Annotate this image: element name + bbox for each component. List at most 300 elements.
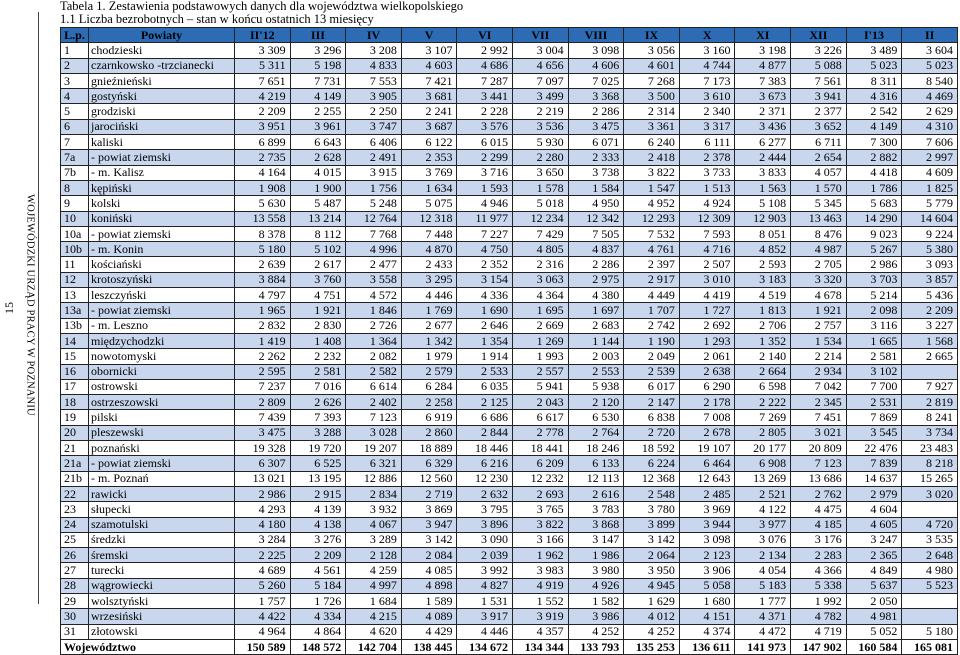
value-cell: 5 630	[235, 196, 291, 211]
value-cell: 6 838	[624, 410, 680, 425]
value-cell: 12 764	[346, 211, 402, 226]
table-row	[61, 441, 958, 456]
value-cell: 3 604	[902, 43, 958, 58]
county-name: wrzesiński	[89, 609, 235, 624]
row-number: 10	[61, 211, 89, 226]
value-cell: 3 941	[791, 89, 847, 104]
value-cell: 5 380	[902, 242, 958, 257]
column-header: XII	[791, 28, 847, 43]
value-cell: 2 581	[290, 364, 346, 379]
value-cell: 3 947	[401, 517, 457, 532]
value-cell: 4 519	[735, 288, 791, 303]
value-cell: 4 449	[624, 288, 680, 303]
value-cell: 1 846	[346, 303, 402, 318]
value-cell: 2 064	[624, 548, 680, 563]
value-cell: 7 593	[679, 226, 735, 241]
value-cell: 2 778	[513, 425, 569, 440]
value-cell: 18 592	[624, 441, 680, 456]
value-cell: 3 500	[624, 89, 680, 104]
table-row	[61, 425, 958, 440]
value-cell: 5 023	[902, 58, 958, 73]
value-cell: 7 268	[624, 73, 680, 88]
value-cell: 4 981	[846, 609, 902, 624]
row-number: 13a	[61, 303, 89, 318]
value-cell: 2 693	[513, 486, 569, 501]
value-cell: 2 677	[401, 318, 457, 333]
value-cell: 12 560	[401, 471, 457, 486]
value-cell: 2 084	[401, 548, 457, 563]
value-cell: 3 160	[679, 43, 735, 58]
table-row	[61, 104, 958, 119]
row-number: 8	[61, 180, 89, 195]
county-name: grodziski	[89, 104, 235, 119]
value-cell: 2 844	[457, 425, 513, 440]
table-row	[61, 517, 958, 532]
table-row	[61, 502, 958, 517]
county-name: śremski	[89, 548, 235, 563]
value-cell: 12 232	[513, 471, 569, 486]
value-cell: 4 864	[290, 624, 346, 639]
column-header: L.p.	[61, 28, 89, 43]
value-cell: 2 542	[846, 104, 902, 119]
county-name: chodzieski	[89, 43, 235, 58]
value-cell: 6 908	[735, 456, 791, 471]
value-cell: 3 917	[457, 609, 513, 624]
value-cell: 3 980	[568, 563, 624, 578]
value-cell: 4 716	[679, 242, 735, 257]
value-cell: 2 692	[679, 318, 735, 333]
value-cell: 7 731	[290, 73, 346, 88]
row-number: 2	[61, 58, 89, 73]
value-cell: 6 598	[735, 379, 791, 394]
table-row	[61, 119, 958, 134]
side-margin	[0, 0, 58, 610]
value-cell: 7 439	[235, 410, 291, 425]
value-cell: 3 884	[235, 272, 291, 287]
value-cell: 3 822	[513, 517, 569, 532]
value-cell: 4 689	[235, 563, 291, 578]
value-cell: 1 986	[568, 548, 624, 563]
value-cell: 1 584	[568, 180, 624, 195]
value-cell: 7 300	[846, 135, 902, 150]
row-number: 10b	[61, 242, 89, 257]
column-header: V	[401, 28, 457, 43]
value-cell: 3 489	[846, 43, 902, 58]
value-cell: 4 946	[457, 196, 513, 211]
value-cell: 6 919	[401, 410, 457, 425]
value-cell: 4 833	[346, 58, 402, 73]
value-cell: 3 673	[735, 89, 791, 104]
row-number: 10a	[61, 226, 89, 241]
value-cell: 8 311	[846, 73, 902, 88]
value-cell: 5 487	[290, 196, 346, 211]
table-row	[61, 257, 958, 272]
value-cell: 4 945	[624, 578, 680, 593]
table-row	[61, 593, 958, 608]
value-cell: 6 111	[679, 135, 735, 150]
table-header	[61, 28, 958, 43]
value-cell: 4 012	[624, 609, 680, 624]
value-cell: 12 342	[568, 211, 624, 226]
value-cell: 5 102	[290, 242, 346, 257]
row-number: 20	[61, 425, 89, 440]
value-cell: 12 113	[568, 471, 624, 486]
value-cell: 3 361	[624, 119, 680, 134]
value-cell: 7 869	[846, 410, 902, 425]
value-cell: 12 309	[679, 211, 735, 226]
value-cell: 7 383	[735, 73, 791, 88]
value-cell: 4 085	[401, 563, 457, 578]
county-name: kaliski	[89, 135, 235, 150]
value-cell: 3 183	[735, 272, 791, 287]
value-cell: 4 782	[791, 609, 847, 624]
value-cell: 4 686	[457, 58, 513, 73]
value-cell: 4 609	[902, 165, 958, 180]
value-cell: 2 646	[457, 318, 513, 333]
table-row	[61, 333, 958, 348]
value-cell: 4 980	[902, 563, 958, 578]
value-cell: 1 777	[735, 593, 791, 608]
value-cell: 19 107	[679, 441, 735, 456]
value-cell: 2 882	[846, 150, 902, 165]
value-cell: 7 123	[346, 410, 402, 425]
value-cell: 4 852	[735, 242, 791, 257]
value-cell: 5 941	[513, 379, 569, 394]
value-cell: 3 716	[457, 165, 513, 180]
value-cell: 1 629	[624, 593, 680, 608]
value-cell: 2 140	[735, 349, 791, 364]
value-cell: 2 805	[735, 425, 791, 440]
value-cell: 4 252	[568, 624, 624, 639]
row-number: 13	[61, 288, 89, 303]
value-cell: 4 919	[513, 578, 569, 593]
value-cell: 1 665	[846, 333, 902, 348]
value-cell: 7 025	[568, 73, 624, 88]
value-cell: 7 448	[401, 226, 457, 241]
value-cell: 2 626	[290, 395, 346, 410]
total-row	[61, 639, 958, 654]
value-cell: 2 617	[290, 257, 346, 272]
table-row	[61, 410, 958, 425]
county-name: kępiński	[89, 180, 235, 195]
value-cell: 2 314	[624, 104, 680, 119]
table-row	[61, 532, 958, 547]
value-cell: 12 903	[735, 211, 791, 226]
value-cell: 2 402	[346, 395, 402, 410]
row-number: 30	[61, 609, 89, 624]
value-cell	[902, 502, 958, 517]
value-cell: 2 742	[624, 318, 680, 333]
value-cell: 3 969	[679, 502, 735, 517]
value-cell: 3 296	[290, 43, 346, 58]
value-cell: 3 098	[568, 43, 624, 58]
row-number: 13b	[61, 318, 89, 333]
value-cell: 8 051	[735, 226, 791, 241]
value-cell: 4 139	[290, 502, 346, 517]
value-cell: 3 102	[846, 364, 902, 379]
value-cell: 7 505	[568, 226, 624, 241]
value-cell: 1 992	[791, 593, 847, 608]
county-name: pleszewski	[89, 425, 235, 440]
value-cell: 2 720	[624, 425, 680, 440]
value-cell: 3 276	[290, 532, 346, 547]
value-cell: 5 075	[401, 196, 457, 211]
value-cell: 5 214	[846, 288, 902, 303]
value-cell: 4 259	[346, 563, 402, 578]
value-cell: 3 899	[624, 517, 680, 532]
total-value: 165 081	[902, 639, 958, 654]
value-cell: 2 616	[568, 486, 624, 501]
value-cell: 3 951	[235, 119, 291, 134]
value-cell: 2 333	[568, 150, 624, 165]
row-number: 9	[61, 196, 89, 211]
value-cell: 4 604	[846, 502, 902, 517]
value-cell: 2 219	[513, 104, 569, 119]
value-cell: 3 107	[401, 43, 457, 58]
value-cell: 19 328	[235, 441, 291, 456]
table-row	[61, 226, 958, 241]
table-row	[61, 379, 958, 394]
value-cell: 2 809	[235, 395, 291, 410]
row-number: 15	[61, 349, 89, 364]
county-name: kolski	[89, 196, 235, 211]
value-cell: 2 352	[457, 257, 513, 272]
value-cell: 2 762	[791, 486, 847, 501]
county-name: turecki	[89, 563, 235, 578]
value-cell: 1 593	[457, 180, 513, 195]
value-cell: 1 921	[791, 303, 847, 318]
value-cell: 2 258	[401, 395, 457, 410]
value-cell: 14 290	[846, 211, 902, 226]
value-cell: 2 678	[679, 425, 735, 440]
value-cell: 2 819	[902, 395, 958, 410]
value-cell: 4 149	[290, 89, 346, 104]
value-cell: 1 726	[290, 593, 346, 608]
value-cell: 3 289	[346, 532, 402, 547]
value-cell: 1 534	[791, 333, 847, 348]
value-cell: 3 652	[791, 119, 847, 134]
value-cell: 2 316	[513, 257, 569, 272]
value-cell: 5 779	[902, 196, 958, 211]
county-name: słupecki	[89, 502, 235, 517]
value-cell: 5 052	[846, 624, 902, 639]
value-cell	[902, 609, 958, 624]
row-number: 7a	[61, 150, 89, 165]
county-name: obornicki	[89, 364, 235, 379]
county-name: międzychodzki	[89, 333, 235, 348]
county-name: średzki	[89, 532, 235, 547]
value-cell: 2 283	[791, 548, 847, 563]
table-row	[61, 43, 958, 58]
value-cell: 2 521	[735, 486, 791, 501]
value-cell: 1 690	[457, 303, 513, 318]
county-name: rawicki	[89, 486, 235, 501]
value-cell: 1 589	[401, 593, 457, 608]
unemployment-table	[60, 27, 958, 655]
value-cell: 7 451	[791, 410, 847, 425]
county-name: - powiat ziemski	[89, 456, 235, 471]
value-cell: 7 429	[513, 226, 569, 241]
value-cell: 6 240	[624, 135, 680, 150]
value-cell: 18 441	[513, 441, 569, 456]
value-cell: 13 195	[290, 471, 346, 486]
value-cell: 1 144	[568, 333, 624, 348]
column-header: III	[290, 28, 346, 43]
county-name: kościański	[89, 257, 235, 272]
value-cell: 1 408	[290, 333, 346, 348]
table-row	[61, 395, 958, 410]
value-cell: 2 444	[735, 150, 791, 165]
value-cell: 3 906	[679, 563, 735, 578]
county-name: złotowski	[89, 624, 235, 639]
value-cell: 5 338	[791, 578, 847, 593]
row-number: 12	[61, 272, 89, 287]
value-cell: 3 288	[290, 425, 346, 440]
total-value: 148 572	[290, 639, 346, 654]
value-cell: 8 378	[235, 226, 291, 241]
value-cell: 2 706	[735, 318, 791, 333]
value-cell: 22 476	[846, 441, 902, 456]
value-cell: 2 286	[568, 104, 624, 119]
value-cell: 2 986	[235, 486, 291, 501]
value-cell: 3 247	[846, 532, 902, 547]
value-cell: 3 932	[346, 502, 402, 517]
total-value: 138 445	[401, 639, 457, 654]
value-cell: 4 751	[290, 288, 346, 303]
value-cell: 7 227	[457, 226, 513, 241]
value-cell: 4 603	[401, 58, 457, 73]
row-number: 29	[61, 593, 89, 608]
value-cell: 4 219	[235, 89, 291, 104]
value-cell: 5 058	[679, 578, 735, 593]
total-value: 136 611	[679, 639, 735, 654]
value-cell: 8 241	[902, 410, 958, 425]
value-cell: 3 986	[568, 609, 624, 624]
value-cell: 4 054	[735, 563, 791, 578]
value-cell: 8 476	[791, 226, 847, 241]
value-cell: 6 015	[457, 135, 513, 150]
value-cell: 3 116	[846, 318, 902, 333]
value-cell: 4 336	[457, 288, 513, 303]
value-cell: 3 868	[568, 517, 624, 532]
total-value: 134 672	[457, 639, 513, 654]
value-cell: 4 719	[791, 624, 847, 639]
table-row	[61, 624, 958, 639]
value-cell: 6 290	[679, 379, 735, 394]
value-cell: 3 093	[902, 257, 958, 272]
value-cell: 1 680	[679, 593, 735, 608]
value-cell: 2 397	[624, 257, 680, 272]
row-number: 6	[61, 119, 89, 134]
county-name: - powiat ziemski	[89, 303, 235, 318]
row-number: 19	[61, 410, 89, 425]
value-cell: 2 241	[401, 104, 457, 119]
value-cell: 5 180	[902, 624, 958, 639]
value-cell: 2 579	[401, 364, 457, 379]
value-cell: 3 734	[902, 425, 958, 440]
value-cell: 1 578	[513, 180, 569, 195]
value-cell: 3 166	[513, 532, 569, 547]
value-cell: 2 043	[513, 395, 569, 410]
value-cell: 2 280	[513, 150, 569, 165]
title-line-1: Tabela 1. Zestawienia podstawowych danych dla województwa wielkopolskiego	[60, 0, 464, 13]
value-cell: 3 780	[624, 502, 680, 517]
value-cell: 2 050	[846, 593, 902, 608]
value-cell: 2 860	[401, 425, 457, 440]
county-name: ostrzeszowski	[89, 395, 235, 410]
value-cell: 4 837	[568, 242, 624, 257]
value-cell: 2 834	[346, 486, 402, 501]
county-name: - powiat ziemski	[89, 226, 235, 241]
value-cell: 6 643	[290, 135, 346, 150]
value-cell: 2 975	[568, 272, 624, 287]
value-cell: 13 214	[290, 211, 346, 226]
value-cell: 5 637	[846, 578, 902, 593]
county-name: poznański	[89, 441, 235, 456]
row-number: 1	[61, 43, 89, 58]
table-row	[61, 165, 958, 180]
value-cell: 2 628	[290, 150, 346, 165]
value-cell: 4 797	[235, 288, 291, 303]
value-cell: 6 686	[457, 410, 513, 425]
value-cell: 6 216	[457, 456, 513, 471]
value-cell: 3 687	[401, 119, 457, 134]
value-cell: 4 950	[568, 196, 624, 211]
value-cell: 1 552	[513, 593, 569, 608]
header-row	[61, 28, 958, 43]
value-cell: 6 321	[346, 456, 402, 471]
value-cell: 5 683	[846, 196, 902, 211]
value-cell: 1 293	[679, 333, 735, 348]
value-cell: 2 228	[457, 104, 513, 119]
value-cell: 6 284	[401, 379, 457, 394]
county-name: czarnkowsko -trzcianecki	[89, 58, 235, 73]
value-cell: 3 226	[791, 43, 847, 58]
value-cell: 2 531	[846, 395, 902, 410]
value-cell: 1 634	[401, 180, 457, 195]
value-cell: 2 595	[235, 364, 291, 379]
value-cell: 4 310	[902, 119, 958, 134]
value-cell: 4 180	[235, 517, 291, 532]
value-cell: 3 795	[457, 502, 513, 517]
value-cell: 2 648	[902, 548, 958, 563]
value-cell: 1 364	[346, 333, 402, 348]
value-cell: 1 786	[846, 180, 902, 195]
value-cell: 2 477	[346, 257, 402, 272]
row-number: 25	[61, 532, 89, 547]
value-cell: 1 570	[791, 180, 847, 195]
value-cell: 3 738	[568, 165, 624, 180]
value-cell: 4 924	[679, 196, 735, 211]
value-cell: 3 021	[791, 425, 847, 440]
value-cell: 18 246	[568, 441, 624, 456]
value-cell: 1 921	[290, 303, 346, 318]
value-cell: 7 927	[902, 379, 958, 394]
value-cell: 1 531	[457, 593, 513, 608]
value-cell: 4 605	[846, 517, 902, 532]
county-name: wągrowiecki	[89, 578, 235, 593]
value-cell: 4 067	[346, 517, 402, 532]
value-cell: 3 441	[457, 89, 513, 104]
row-number: 17	[61, 379, 89, 394]
total-label: Województwo	[61, 639, 235, 654]
row-number: 14	[61, 333, 89, 348]
value-cell: 3 558	[346, 272, 402, 287]
value-cell: 19 207	[346, 441, 402, 456]
value-cell: 2 593	[735, 257, 791, 272]
value-cell: 4 357	[513, 624, 569, 639]
value-cell: 5 345	[791, 196, 847, 211]
